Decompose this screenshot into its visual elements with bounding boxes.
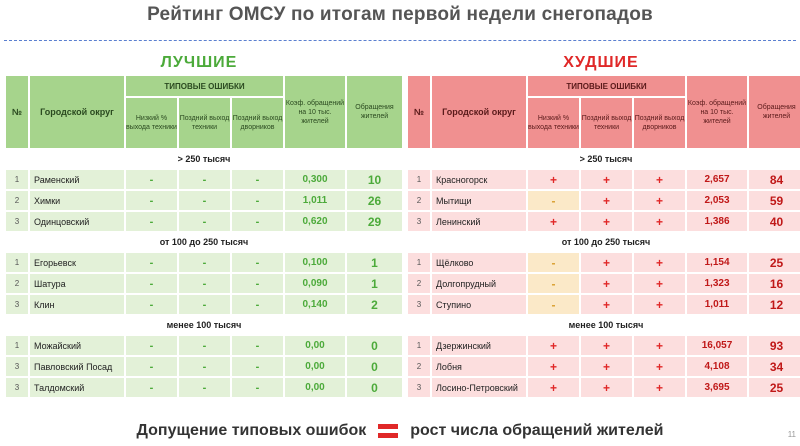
low-pct-mark: - — [126, 191, 177, 210]
appeals-value: 10 — [347, 170, 402, 189]
row-number: 2 — [6, 274, 28, 293]
late-equipment-mark: - — [179, 357, 230, 376]
table-row — [408, 253, 800, 272]
col-late-janitors-header: Поздний выход дворников — [232, 98, 283, 148]
row-number: 3 — [6, 357, 28, 376]
district-name: Мытищи — [432, 191, 526, 210]
late-janitors-mark: + — [634, 191, 685, 210]
low-pct-mark: - — [126, 170, 177, 189]
low-pct-mark: - — [126, 336, 177, 355]
coef-value: 2,053 — [687, 191, 747, 210]
population-band-label: от 100 до 250 тысяч — [6, 233, 402, 251]
appeals-value: 25 — [749, 253, 800, 272]
low-pct-mark: - — [126, 357, 177, 376]
table-row — [6, 170, 402, 189]
col-typical-errors-header: ТИПОВЫЕ ОШИБКИ — [126, 76, 283, 96]
population-band-label: от 100 до 250 тысяч — [408, 233, 800, 251]
late-equipment-mark: + — [581, 212, 632, 231]
table-row — [408, 295, 800, 314]
coef-value: 1,323 — [687, 274, 747, 293]
row-number: 3 — [6, 378, 28, 397]
table-row — [6, 378, 402, 397]
district-name: Химки — [30, 191, 124, 210]
population-band-label: > 250 тысяч — [408, 150, 800, 168]
table-row — [6, 212, 402, 231]
table-row — [6, 253, 402, 272]
low-pct-mark: - — [126, 378, 177, 397]
appeals-value: 1 — [347, 274, 402, 293]
population-band-row — [6, 233, 402, 251]
worst-table — [406, 74, 800, 399]
late-janitors-mark: - — [232, 357, 283, 376]
appeals-value: 40 — [749, 212, 800, 231]
district-name: Ступино — [432, 295, 526, 314]
late-janitors-mark: + — [634, 378, 685, 397]
late-janitors-mark: - — [232, 378, 283, 397]
page-number: 11 — [787, 430, 796, 439]
col-district-header: Городской округ — [432, 76, 526, 148]
row-number: 1 — [408, 170, 430, 189]
coef-value: 0,100 — [285, 253, 345, 272]
row-number: 2 — [6, 191, 28, 210]
coef-value: 2,657 — [687, 170, 747, 189]
worst-table-body — [408, 150, 800, 397]
appeals-value: 93 — [749, 336, 800, 355]
late-equipment-mark: + — [581, 170, 632, 189]
district-name: Красногорск — [432, 170, 526, 189]
row-number: 1 — [408, 336, 430, 355]
row-number: 3 — [408, 295, 430, 314]
district-name: Талдомский — [30, 378, 124, 397]
table-row — [6, 191, 402, 210]
best-table-body — [6, 150, 402, 397]
table-row — [408, 274, 800, 293]
coef-value: 3,695 — [687, 378, 747, 397]
row-number: 2 — [408, 191, 430, 210]
row-number: 3 — [408, 212, 430, 231]
district-name: Можайский — [30, 336, 124, 355]
worst-panel — [406, 52, 796, 399]
equals-icon — [378, 424, 398, 438]
district-name: Щёлково — [432, 253, 526, 272]
low-pct-mark: - — [126, 212, 177, 231]
late-equipment-mark: - — [179, 274, 230, 293]
row-number: 3 — [408, 378, 430, 397]
late-janitors-mark: + — [634, 212, 685, 231]
district-name: Шатура — [30, 274, 124, 293]
col-late-equipment-header: Поздний выход техники — [179, 98, 230, 148]
appeals-value: 2 — [347, 295, 402, 314]
table-row — [408, 357, 800, 376]
best-panel-title: ЛУЧШИЕ — [160, 54, 238, 71]
late-janitors-mark: - — [232, 274, 283, 293]
late-janitors-mark: + — [634, 357, 685, 376]
coef-value: 1,154 — [687, 253, 747, 272]
late-equipment-mark: + — [581, 295, 632, 314]
col-late-janitors-header: Поздний выход дворников — [634, 98, 685, 148]
worst-panel-title: ХУДШИЕ — [563, 54, 639, 71]
late-equipment-mark: - — [179, 253, 230, 272]
col-num-header: № — [6, 76, 28, 148]
late-equipment-mark: - — [179, 336, 230, 355]
late-janitors-mark: + — [634, 253, 685, 272]
district-name: Одинцовский — [30, 212, 124, 231]
coef-value: 1,011 — [687, 295, 747, 314]
low-pct-mark: - — [528, 253, 579, 272]
late-janitors-mark: + — [634, 336, 685, 355]
appeals-value: 16 — [749, 274, 800, 293]
col-appeals-header: Обращения жителей — [347, 76, 402, 148]
population-band-row — [6, 150, 402, 168]
low-pct-mark: + — [528, 336, 579, 355]
late-equipment-mark: - — [179, 212, 230, 231]
col-appeals-header: Обращения жителей — [749, 76, 800, 148]
appeals-value: 59 — [749, 191, 800, 210]
low-pct-mark: - — [528, 274, 579, 293]
footer-left-text: Допущение типовых ошибок — [136, 422, 367, 439]
low-pct-mark: - — [528, 295, 579, 314]
late-equipment-mark: - — [179, 191, 230, 210]
late-equipment-mark: + — [581, 253, 632, 272]
coef-value: 0,140 — [285, 295, 345, 314]
late-equipment-mark: - — [179, 170, 230, 189]
appeals-value: 0 — [347, 357, 402, 376]
population-band-row — [6, 316, 402, 334]
col-low-pct-header: Низкий % выхода техники — [126, 98, 177, 148]
district-name: Дзержинский — [432, 336, 526, 355]
row-number: 1 — [408, 253, 430, 272]
row-number: 1 — [6, 253, 28, 272]
late-equipment-mark: + — [581, 336, 632, 355]
population-band-label: менее 100 тысяч — [6, 316, 402, 334]
row-number: 2 — [408, 274, 430, 293]
late-janitors-mark: - — [232, 336, 283, 355]
coef-value: 0,090 — [285, 274, 345, 293]
late-equipment-mark: + — [581, 357, 632, 376]
page-title: Рейтинг ОМСУ по итогам первой недели снегопадов — [147, 4, 653, 25]
late-janitors-mark: - — [232, 212, 283, 231]
population-band-row — [408, 233, 800, 251]
col-coef-header: Коэф. обращений на 10 тыс. жителей — [687, 76, 747, 148]
table-row — [408, 378, 800, 397]
late-equipment-mark: - — [179, 378, 230, 397]
appeals-value: 34 — [749, 357, 800, 376]
table-row — [6, 357, 402, 376]
coef-value: 0,00 — [285, 336, 345, 355]
appeals-value: 0 — [347, 378, 402, 397]
district-name: Павловский Посад — [30, 357, 124, 376]
district-name: Долгопрудный — [432, 274, 526, 293]
late-janitors-mark: + — [634, 274, 685, 293]
col-late-equipment-header: Поздний выход техники — [581, 98, 632, 148]
late-equipment-mark: + — [581, 274, 632, 293]
low-pct-mark: - — [126, 295, 177, 314]
best-panel — [4, 52, 394, 399]
row-number: 3 — [6, 295, 28, 314]
low-pct-mark: - — [528, 191, 579, 210]
district-name: Клин — [30, 295, 124, 314]
appeals-value: 12 — [749, 295, 800, 314]
late-equipment-mark: - — [179, 295, 230, 314]
table-row — [6, 336, 402, 355]
low-pct-mark: - — [126, 253, 177, 272]
late-janitors-mark: - — [232, 253, 283, 272]
coef-value: 0,00 — [285, 378, 345, 397]
late-janitors-mark: - — [232, 191, 283, 210]
district-name: Егорьевск — [30, 253, 124, 272]
col-low-pct-header: Низкий % выхода техники — [528, 98, 579, 148]
late-equipment-mark: + — [581, 191, 632, 210]
district-name: Лосино-Петровский — [432, 378, 526, 397]
population-band-row — [408, 316, 800, 334]
coef-value: 0,00 — [285, 357, 345, 376]
divider-line — [4, 40, 796, 41]
late-equipment-mark: + — [581, 378, 632, 397]
row-number: 3 — [6, 212, 28, 231]
late-janitors-mark: + — [634, 295, 685, 314]
footer-right-text: рост числа обращений жителей — [410, 422, 664, 439]
district-name: Ленинский — [432, 212, 526, 231]
low-pct-mark: - — [126, 274, 177, 293]
coef-value: 16,057 — [687, 336, 747, 355]
low-pct-mark: + — [528, 378, 579, 397]
best-table — [4, 74, 404, 399]
table-row — [408, 191, 800, 210]
table-row — [6, 295, 402, 314]
population-band-row — [408, 150, 800, 168]
table-row — [6, 274, 402, 293]
coef-value: 0,300 — [285, 170, 345, 189]
low-pct-mark: + — [528, 170, 579, 189]
late-janitors-mark: - — [232, 170, 283, 189]
col-district-header: Городской округ — [30, 76, 124, 148]
low-pct-mark: + — [528, 212, 579, 231]
row-number: 2 — [408, 357, 430, 376]
appeals-value: 26 — [347, 191, 402, 210]
late-janitors-mark: + — [634, 170, 685, 189]
row-number: 1 — [6, 336, 28, 355]
footer — [0, 418, 800, 444]
appeals-value: 29 — [347, 212, 402, 231]
district-name: Раменский — [30, 170, 124, 189]
appeals-value: 84 — [749, 170, 800, 189]
row-number: 1 — [6, 170, 28, 189]
appeals-value: 25 — [749, 378, 800, 397]
district-name: Лобня — [432, 357, 526, 376]
coef-value: 1,011 — [285, 191, 345, 210]
table-row — [408, 170, 800, 189]
late-janitors-mark: - — [232, 295, 283, 314]
appeals-value: 1 — [347, 253, 402, 272]
coef-value: 1,386 — [687, 212, 747, 231]
table-row — [408, 212, 800, 231]
col-num-header: № — [408, 76, 430, 148]
table-row — [408, 336, 800, 355]
col-typical-errors-header: ТИПОВЫЕ ОШИБКИ — [528, 76, 685, 96]
population-band-label: менее 100 тысяч — [408, 316, 800, 334]
population-band-label: > 250 тысяч — [6, 150, 402, 168]
coef-value: 0,620 — [285, 212, 345, 231]
coef-value: 4,108 — [687, 357, 747, 376]
low-pct-mark: + — [528, 357, 579, 376]
appeals-value: 0 — [347, 336, 402, 355]
col-coef-header: Коэф. обращений на 10 тыс. жителей — [285, 76, 345, 148]
